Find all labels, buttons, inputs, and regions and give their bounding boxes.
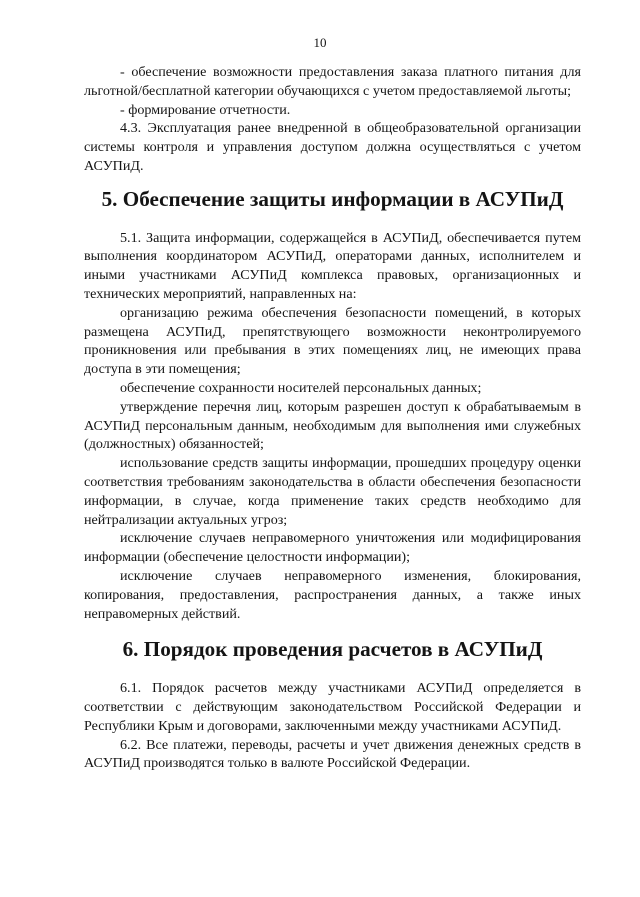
- paragraph-6-1: 6.1. Порядок расчетов между участниками АСУПиД определяется в соответствии с действующим законодательством Российской Федерации и Республики Крым и договорами, заключенными между участниками АСУПиД.: [84, 680, 581, 734]
- page-number: 10: [313, 35, 327, 50]
- measure-protection-tools: использование средств защиты информации, прошедших процедуру оценки соответствия требованиям законодательства в области обеспечения безопасности информации, в случае, когда применение таких средств необходимо для нейтрализации актуальных угроз;: [84, 455, 581, 528]
- document-body: [84, 63, 581, 773]
- section-heading-5: 5. Обеспечение защиты информации в АСУПиД: [101, 186, 564, 211]
- paragraph-4-2-item-payment: - обеспечение возможности предоставления заказа платного питания для льготной/бесплатной категории обучающихся с учетом предоставляемой льготы;: [84, 64, 581, 99]
- section-heading-6: 6. Порядок проведения расчетов в АСУПиД: [122, 637, 543, 662]
- measure-integrity: исключение случаев неправомерного уничтожения или модифицирования информации (обеспечение целостности информации);: [84, 530, 581, 566]
- paragraph-4-2-item-reporting: - формирование отчетности.: [120, 101, 291, 118]
- paragraph-6-2: 6.2. Все платежи, переводы, расчеты и учет движения денежных средств в АСУПиД производятся только в валюте Российской Федерации.: [84, 736, 581, 772]
- paragraph-4-3: 4.3. Эксплуатация ранее внедренной в общеобразовательной организации системы контроля и управления доступом должна осуществляться с учетом АСУПиД.: [84, 120, 581, 174]
- measure-media-safety: обеспечение сохранности носителей персональных данных;: [120, 379, 482, 396]
- measure-access-list: утверждение перечня лиц, которым разрешен доступ к обрабатываемым в АСУПиД персональным данным, необходимым для выполнения ими служебных (должностных) обязанностей;: [84, 398, 581, 453]
- paragraph-5-1: 5.1. Защита информации, содержащейся в АСУПиД, обеспечивается путем выполнения координатором АСУПиД, операторами данных, исполнителем и иными участниками АСУПиД комплекса правовых, организационных и технических мероприятий, направленных на:: [84, 229, 581, 302]
- measure-unlawful-actions: исключение случаев неправомерного изменения, блокирования, копирования, предоставления, распространения данных, а также иных неправомерных действий.: [84, 567, 581, 622]
- measure-premises-security: организацию режима обеспечения безопасности помещений, в которых размещена АСУПиД, препятствующего возможности неконтролируемого проникновения или пребывания в этих помещениях лиц, не имеющих права доступа в эти помещения;: [84, 304, 581, 378]
